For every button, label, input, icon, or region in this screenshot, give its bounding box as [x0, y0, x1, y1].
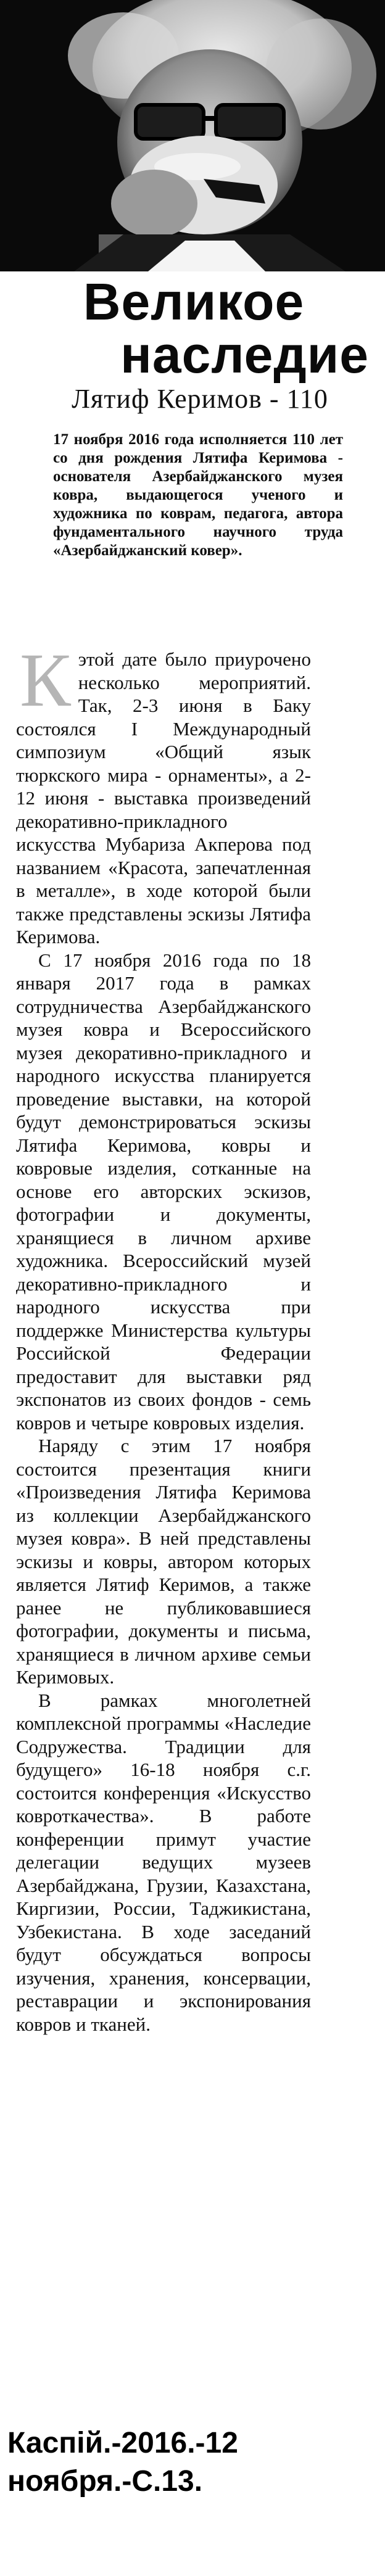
body-paragraph: В рамках многолетней комплексной программы «Наследие Содружества. Традиции для будущего» 16-18 ноября с.г. состоится конференция «Искусство ковроткачества». В работе конференции примут участие делегации ведущих музеев Азербайджана, Грузии, Казахстана, Киргизии, России, Таджикистана, Узбекистана. В ходе заседаний будут обсуждаться вопросы изучения, хранения, консервации, реставрации и экспонирования ковров и тканей.	[16, 1689, 311, 2035]
headline-line-2: наследие	[120, 326, 369, 384]
subheadline: Лятиф Керимов - 110	[72, 384, 328, 414]
lead-paragraph: 17 ноября 2016 года исполняется 110 лет со дня рождения Лятифа Керимова - основателя Азербайджанского музея ковра, выдающегося ученого и художника по коврам, педагога, автора фундаментального научного труда «Азербайджанский ковер».	[53, 431, 343, 559]
body-paragraph	[16, 638, 311, 949]
body-paragraph: Наряду с этим 17 ноября состоится презентация книги «Произведения Лятифа Керимова из коллекции Азербайджанского музея ковра». В ней представлены эскизы и ковры, автором которых является Лятиф Керимов, а также ранее не публиковавшиеся фотографии, документы и письма, хранящиеся в личном архиве семьи Керимовых.	[16, 1435, 311, 1688]
headline	[14, 273, 374, 384]
portrait-image	[0, 0, 385, 271]
headline-line-1: Великое	[83, 273, 305, 331]
body-paragraph-text: этой дате было приурочено несколько мероприятий. Так, 2-3 июня в Баку состоялся I Международный симпозиум «Общий язык тюркского мира - орнаменты», а 2-12 июня - выставка произведений декоративно-прикладного искусства Мубариза Акперова под названием «Красота, запечатленная в металле», в ходе которой были также представлены эскизы Лятифа Керимова.	[16, 648, 311, 947]
source-citation-line-2: ноября.-С.13.	[7, 2465, 203, 2498]
source-citation-line-1: Каспій.-2016.-12	[7, 2427, 238, 2459]
portrait-photo	[0, 0, 385, 271]
drop-cap: К	[20, 638, 71, 722]
article-body	[16, 638, 311, 2036]
source-citation	[7, 2424, 378, 2501]
body-paragraph: С 17 ноября 2016 года по 18 января 2017 года в рамках сотрудничества Азербайджанского музея ковра и Всероссийского музея декоративно-прикладного и народного искусства планируется проведение выставки, на которой будут демонстрироваться эскизы Лятифа Керимова, ковры и ковровые изделия, сотканные на основе его авторских эскизов, фотографии и документы, хранящиеся в личном архиве художника. Всероссийский музей декоративно-прикладного и народного искусства при поддержке Министерства культуры Российской Федерации предоставит для выставки ряд экспонатов из своих фондов - семь ковров и четыре ковровых изделия.	[16, 949, 311, 1434]
